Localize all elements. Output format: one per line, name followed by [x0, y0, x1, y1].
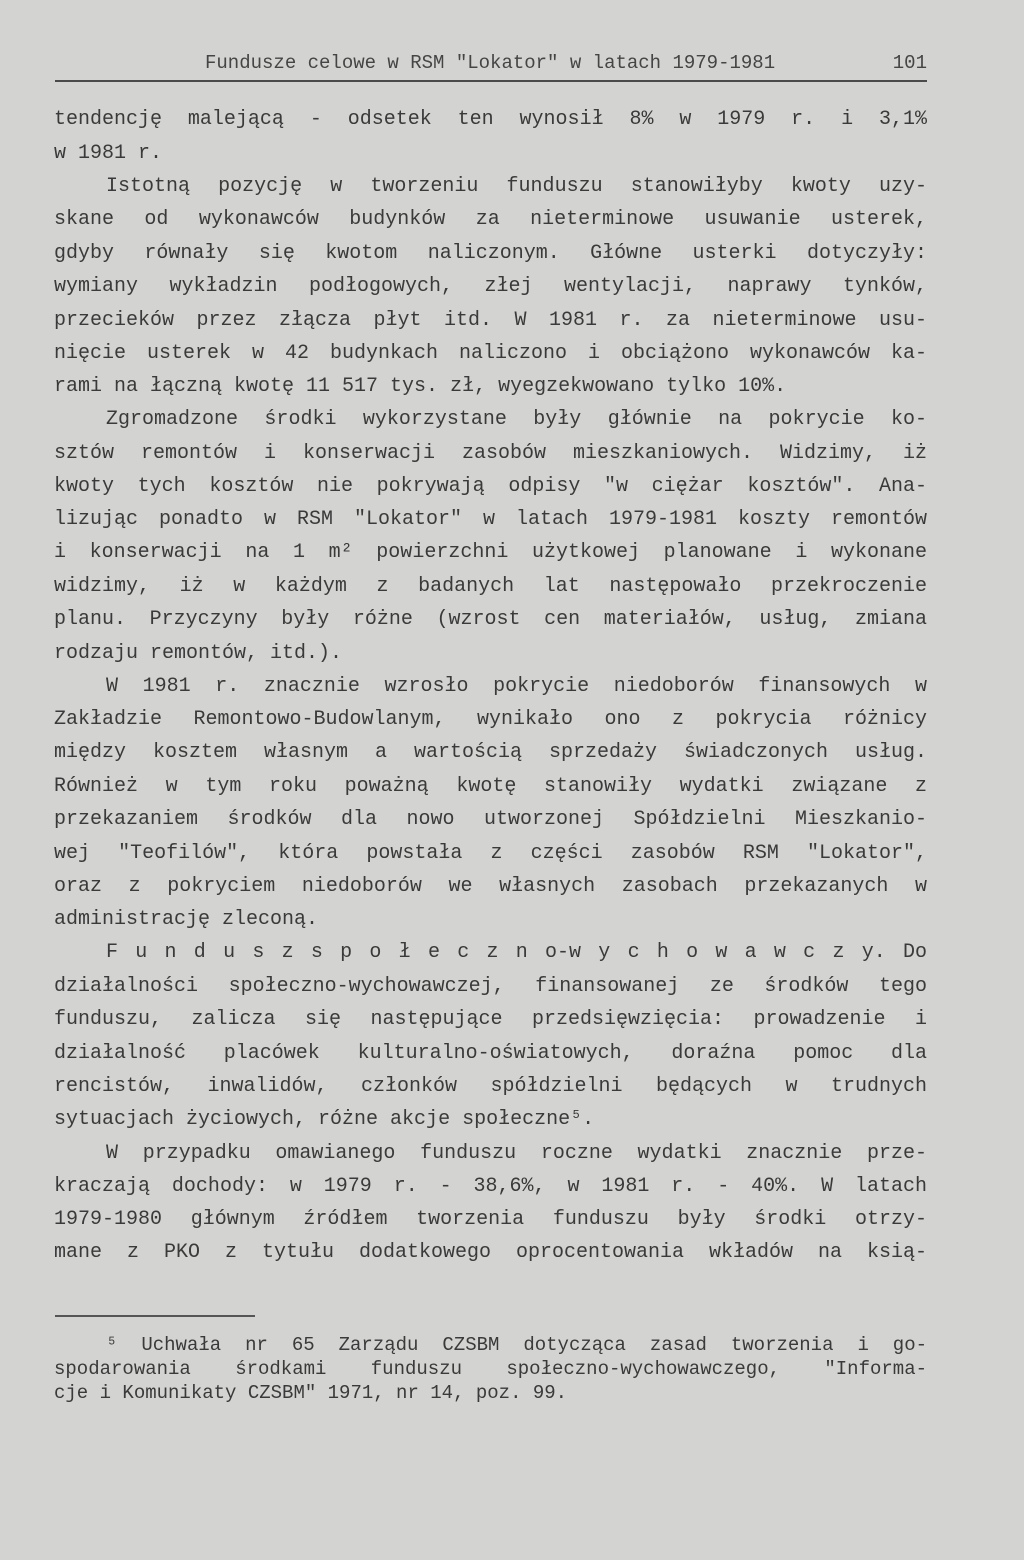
- text-line: rodzaju remontów, itd.).: [54, 642, 343, 665]
- text-line: kwoty tych kosztów nie pokrywają odpisy "w ciężar kosztów". Ana-: [54, 475, 927, 498]
- text-line: Również w tym roku poważną kwotę stanowiły wydatki związane z: [54, 775, 927, 798]
- footnote-line: ⁵ Uchwała nr 65 Zarządu CZSBM dotycząca zasad tworzenia i go-: [106, 1334, 927, 1356]
- text-line: lizując ponadto w RSM "Lokator" w latach 1979-1981 koszty remontów: [54, 508, 927, 531]
- text-line: sztów remontów i konserwacji zasobów mieszkaniowych. Widzimy, iż: [54, 442, 927, 465]
- text-line: Zgromadzone środki wykorzystane były głównie na pokrycie ko-: [106, 408, 927, 431]
- text-line: wej "Teofilów", która powstała z części zasobów RSM "Lokator",: [54, 842, 927, 865]
- text-line: nięcie usterek w 42 budynkach naliczono i obciążono wykonawców ka-: [54, 342, 927, 365]
- text-line: i konserwacji na 1 m² powierzchni użytkowej planowane i wykonane: [54, 541, 927, 564]
- text-line: oraz z pokryciem niedoborów we własnych zasobach przekazanych w: [54, 875, 927, 898]
- text-line: administrację zleconą.: [54, 908, 319, 931]
- text-line: przekazaniem środków dla nowo utworzonej Spółdzielni Mieszkanio-: [54, 808, 927, 831]
- text-line: W przypadku omawianego funduszu roczne wydatki znacznie prze-: [106, 1142, 927, 1165]
- running-title: Fundusze celowe w RSM "Lokator" w latach 1979-1981: [205, 52, 776, 74]
- text-line: w 1981 r.: [54, 142, 163, 165]
- footnote-rule: [55, 1315, 255, 1317]
- text-line: tendencję malejącą - odsetek ten wynosił 8% w 1979 r. i 3,1%: [54, 108, 927, 131]
- text-line: W 1981 r. znacznie wzrosło pokrycie niedoborów finansowych w: [106, 675, 927, 698]
- text-line: planu. Przyczyny były różne (wzrost cen materiałów, usług, zmiana: [54, 608, 927, 631]
- text-line: funduszu, zalicza się następujące przedsięwzięcia: prowadzenie i: [54, 1008, 927, 1031]
- text-line: skane od wykonawców budynków za nieterminowe usuwanie usterek,: [54, 208, 927, 231]
- text-line: mane z PKO z tytułu dodatkowego oprocentowania wkładów na ksią-: [54, 1241, 927, 1264]
- text-line: między kosztem własnym a wartością sprzedaży świadczonych usług.: [54, 741, 927, 764]
- page-number: 101: [892, 52, 927, 74]
- text-line: gdyby równały się kwotom naliczonym. Główne usterki dotyczyły:: [54, 242, 927, 265]
- footnote-line: cje i Komunikaty CZSBM" 1971, nr 14, poz. 99.: [54, 1382, 568, 1404]
- text-line: widzimy, iż w każdym z badanych lat następowało przekroczenie: [54, 575, 927, 598]
- text-line: wymiany wykładzin podłogowych, złej wentylacji, naprawy tynków,: [54, 275, 927, 298]
- text-line: działalność placówek kulturalno-oświatowych, doraźna pomoc dla: [54, 1042, 927, 1065]
- text-line: rami na łączną kwotę 11 517 tys. zł, wyegzekwowano tylko 10%.: [54, 375, 787, 398]
- section-heading-line: F u n d u s z s p o ł e c z n o-w y c h o w a w c z y. Do: [106, 941, 927, 964]
- text-line: sytuacjach życiowych, różne akcje społeczne⁵.: [54, 1108, 595, 1131]
- text-line: Istotną pozycję w tworzeniu funduszu stanowiłyby kwoty uzy-: [106, 175, 927, 198]
- running-head: [55, 50, 927, 82]
- text-line: przecieków przez złącza płyt itd. W 1981 r. za nieterminowe usu-: [54, 309, 927, 332]
- text-line: 1979-1980 głównym źródłem tworzenia funduszu były środki otrzy-: [54, 1208, 927, 1231]
- text-line: kraczają dochody: w 1979 r. - 38,6%, w 1981 r. - 40%. W latach: [54, 1175, 927, 1198]
- footnote-line: spodarowania środkami funduszu społeczno-wychowawczego, "Informa-: [54, 1358, 927, 1380]
- text-line: działalności społeczno-wychowawczej, finansowanej ze środków tego: [54, 975, 927, 998]
- text-line: rencistów, inwalidów, członków spółdzielni będących w trudnych: [54, 1075, 927, 1098]
- text-line: Zakładzie Remontowo-Budowlanym, wynikało ono z pokrycia różnicy: [54, 708, 927, 731]
